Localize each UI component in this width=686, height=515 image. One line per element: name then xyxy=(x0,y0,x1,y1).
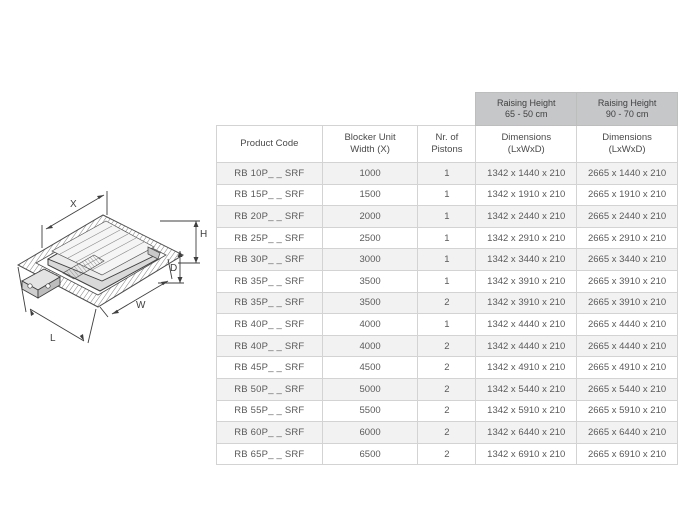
cell-dimensions-65-50: 1342 x 4910 x 210 xyxy=(476,357,577,379)
cell-dimensions-65-50: 1342 x 1910 x 210 xyxy=(476,184,577,206)
group-header-line2: 90 - 70 cm xyxy=(605,109,649,119)
cell-blocker-width: 3500 xyxy=(322,270,418,292)
cell-dimensions-65-50: 1342 x 4440 x 210 xyxy=(476,335,577,357)
cell-blocker-width: 2000 xyxy=(322,206,418,228)
cell-dimensions-90-70: 2665 x 5910 x 210 xyxy=(577,400,678,422)
table-row xyxy=(217,357,678,379)
table-row xyxy=(217,227,678,249)
cell-dimensions-90-70: 2665 x 1440 x 210 xyxy=(577,163,678,185)
cell-dimensions-65-50: 1342 x 6440 x 210 xyxy=(476,422,577,444)
group-header-spacer xyxy=(418,93,476,126)
table-row xyxy=(217,270,678,292)
column-header-line2: Pistons xyxy=(431,144,463,155)
cell-pistons: 1 xyxy=(418,227,476,249)
group-header-line1: Raising Height xyxy=(496,97,556,108)
cell-dimensions-65-50: 1342 x 5910 x 210 xyxy=(476,400,577,422)
cell-blocker-width: 2500 xyxy=(322,227,418,249)
cell-product-code: RB 30P_ _ SRF xyxy=(217,249,323,271)
product-diagram xyxy=(8,155,208,370)
cell-pistons: 1 xyxy=(418,184,476,206)
specifications-table-body xyxy=(217,163,678,465)
cell-pistons: 1 xyxy=(418,163,476,185)
dimension-label-w: W xyxy=(136,300,146,311)
cell-product-code: RB 10P_ _ SRF xyxy=(217,163,323,185)
cell-dimensions-65-50: 1342 x 2910 x 210 xyxy=(476,227,577,249)
column-header-blocker-unit-width xyxy=(322,126,418,163)
cell-blocker-width: 6000 xyxy=(322,422,418,444)
cell-blocker-width: 6500 xyxy=(322,443,418,465)
cell-blocker-width: 3500 xyxy=(322,292,418,314)
specifications-table-wrapper xyxy=(216,92,678,465)
group-header-raising-height-90-70 xyxy=(577,93,678,126)
table-row xyxy=(217,292,678,314)
column-header-line1: Nr. of xyxy=(435,132,459,144)
cell-blocker-width: 5000 xyxy=(322,378,418,400)
table-row xyxy=(217,184,678,206)
column-header-line1: Blocker Unit xyxy=(344,132,396,144)
group-header-spacer xyxy=(322,93,418,126)
cell-dimensions-65-50: 1342 x 1440 x 210 xyxy=(476,163,577,185)
cell-blocker-width: 5500 xyxy=(322,400,418,422)
column-header-line1: Dimensions xyxy=(602,132,652,144)
cell-product-code: RB 55P_ _ SRF xyxy=(217,400,323,422)
cell-product-code: RB 50P_ _ SRF xyxy=(217,378,323,400)
column-header-nr-of-pistons xyxy=(418,126,476,163)
cell-product-code: RB 20P_ _ SRF xyxy=(217,206,323,228)
cell-dimensions-90-70: 2665 x 2910 x 210 xyxy=(577,227,678,249)
group-header-line2: 65 - 50 cm xyxy=(504,109,548,119)
table-row xyxy=(217,249,678,271)
cell-dimensions-65-50: 1342 x 4440 x 210 xyxy=(476,314,577,336)
dimension-label-h: H xyxy=(200,229,208,240)
group-header-row xyxy=(217,93,678,126)
cell-pistons: 2 xyxy=(418,378,476,400)
table-row xyxy=(217,443,678,465)
cell-pistons: 1 xyxy=(418,270,476,292)
group-header-spacer xyxy=(217,93,323,126)
dimension-label-d: D xyxy=(170,263,178,274)
cell-dimensions-90-70: 2665 x 3910 x 210 xyxy=(577,270,678,292)
cell-product-code: RB 65P_ _ SRF xyxy=(217,443,323,465)
column-header-line2: (LxWxD) xyxy=(507,144,545,155)
dimension-label-x: X xyxy=(70,199,77,210)
table-row xyxy=(217,378,678,400)
cell-product-code: RB 40P_ _ SRF xyxy=(217,314,323,336)
cell-product-code: RB 60P_ _ SRF xyxy=(217,422,323,444)
cell-blocker-width: 1000 xyxy=(322,163,418,185)
cell-dimensions-90-70: 2665 x 6910 x 210 xyxy=(577,443,678,465)
group-header-line1: Raising Height xyxy=(597,97,657,108)
dimension-label-l: L xyxy=(50,333,56,344)
cell-dimensions-90-70: 2665 x 4910 x 210 xyxy=(577,357,678,379)
cell-product-code: RB 35P_ _ SRF xyxy=(217,292,323,314)
cell-dimensions-65-50: 1342 x 3440 x 210 xyxy=(476,249,577,271)
column-header-product-code xyxy=(217,126,323,163)
column-header-line1: Dimensions xyxy=(501,132,552,144)
ramp-blocker-svg xyxy=(8,155,208,370)
cell-blocker-width: 4500 xyxy=(322,357,418,379)
cell-dimensions-65-50: 1342 x 5440 x 210 xyxy=(476,378,577,400)
cell-dimensions-90-70: 2665 x 5440 x 210 xyxy=(577,378,678,400)
cell-pistons: 1 xyxy=(418,249,476,271)
cell-dimensions-65-50: 1342 x 6910 x 210 xyxy=(476,443,577,465)
cell-product-code: RB 25P_ _ SRF xyxy=(217,227,323,249)
cell-dimensions-65-50: 1342 x 2440 x 210 xyxy=(476,206,577,228)
column-header-row xyxy=(217,126,678,163)
column-header-dimensions-90-70 xyxy=(577,126,678,163)
cell-pistons: 2 xyxy=(418,357,476,379)
cell-dimensions-90-70: 2665 x 6440 x 210 xyxy=(577,422,678,444)
cell-product-code: RB 15P_ _ SRF xyxy=(217,184,323,206)
cell-dimensions-90-70: 2665 x 3910 x 210 xyxy=(577,292,678,314)
table-row xyxy=(217,335,678,357)
cell-dimensions-90-70: 2665 x 4440 x 210 xyxy=(577,335,678,357)
cell-product-code: RB 35P_ _ SRF xyxy=(217,270,323,292)
cell-product-code: RB 45P_ _ SRF xyxy=(217,357,323,379)
cell-pistons: 2 xyxy=(418,422,476,444)
cell-blocker-width: 3000 xyxy=(322,249,418,271)
cell-product-code: RB 40P_ _ SRF xyxy=(217,335,323,357)
cell-blocker-width: 4000 xyxy=(322,335,418,357)
table-row xyxy=(217,206,678,228)
table-row xyxy=(217,163,678,185)
cell-pistons: 2 xyxy=(418,335,476,357)
table-row xyxy=(217,314,678,336)
cell-pistons: 1 xyxy=(418,314,476,336)
cell-dimensions-90-70: 2665 x 2440 x 210 xyxy=(577,206,678,228)
table-row xyxy=(217,422,678,444)
cell-dimensions-90-70: 2665 x 3440 x 210 xyxy=(577,249,678,271)
column-header-line2: (LxWxD) xyxy=(608,144,646,155)
cell-pistons: 1 xyxy=(418,206,476,228)
cell-blocker-width: 4000 xyxy=(322,314,418,336)
cell-pistons: 2 xyxy=(418,292,476,314)
column-header-dimensions-65-50 xyxy=(476,126,577,163)
cell-dimensions-65-50: 1342 x 3910 x 210 xyxy=(476,292,577,314)
table-row xyxy=(217,400,678,422)
column-header-line1: Product Code xyxy=(240,138,299,150)
cell-pistons: 2 xyxy=(418,443,476,465)
cell-pistons: 2 xyxy=(418,400,476,422)
cell-dimensions-90-70: 2665 x 4440 x 210 xyxy=(577,314,678,336)
cell-blocker-width: 1500 xyxy=(322,184,418,206)
specifications-table xyxy=(216,92,678,465)
column-header-line2: Width (X) xyxy=(350,144,390,155)
group-header-raising-height-65-50 xyxy=(476,93,577,126)
cell-dimensions-90-70: 2665 x 1910 x 210 xyxy=(577,184,678,206)
cell-dimensions-65-50: 1342 x 3910 x 210 xyxy=(476,270,577,292)
